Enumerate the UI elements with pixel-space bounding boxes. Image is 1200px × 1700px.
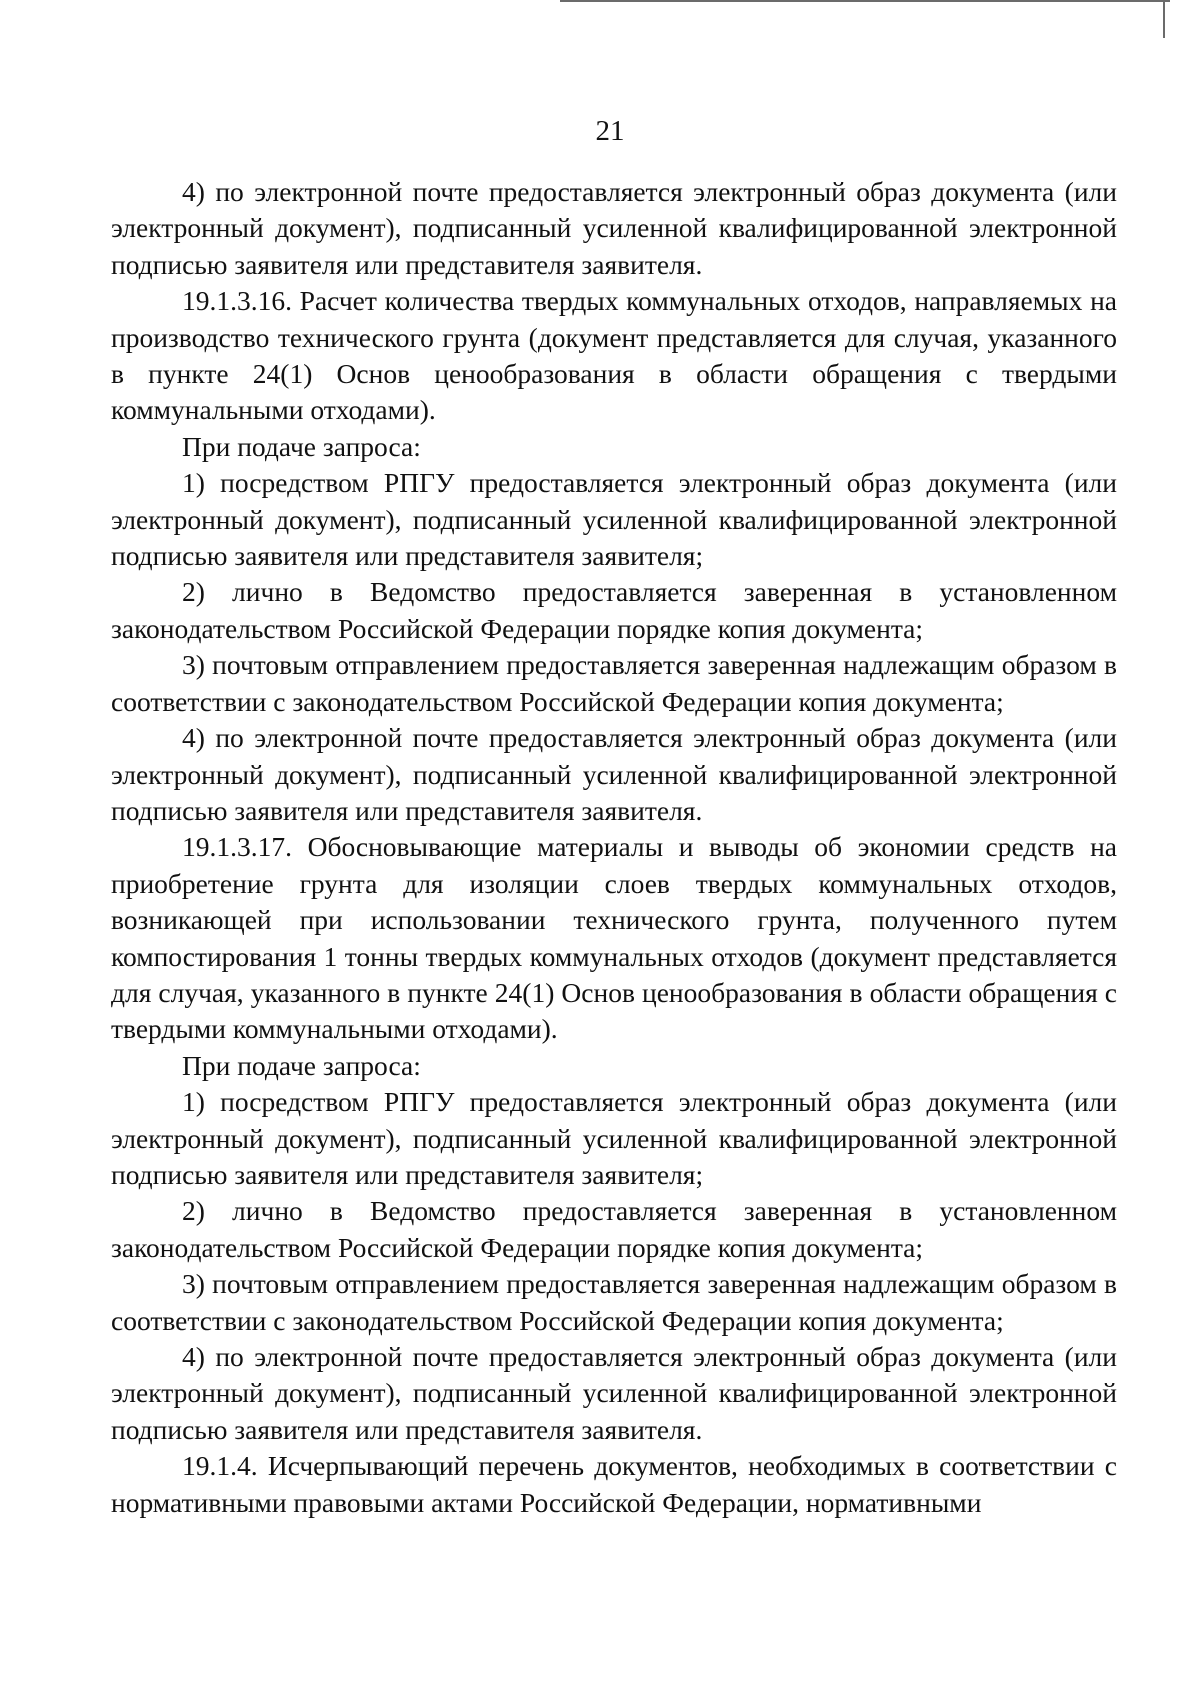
paragraph: 19.1.4. Исчерпывающий перечень документов, необходимых в соответствии с нормативными правовыми актами Российской Федерации, нормативными: [111, 1450, 1117, 1518]
paragraph: 2) лично в Ведомство предоставляется заверенная в установленном законодательством Российской Федерации порядке копия документа;: [111, 1195, 1117, 1263]
page-number: 21: [595, 115, 625, 147]
paragraph: 4) по электронной почте предоставляется электронный образ документа (или электронный документ), подписанный усиленной квалифицированной электронной подписью заявителя или представителя заявителя.: [111, 1341, 1117, 1445]
paragraph: 19.1.3.16. Расчет количества твердых коммунальных отходов, направляемых на производство технического грунта (документ представляется для случая, указанного в пункте 24(1) Основ ценообразования в области обращения с твердыми коммунальными отходами).: [111, 285, 1117, 426]
paragraph: 2) лично в Ведомство предоставляется заверенная в установленном законодательством Российской Федерации порядке копия документа;: [111, 576, 1117, 644]
paragraph: 19.1.3.17. Обосновывающие материалы и выводы об экономии средств на приобретение грунта для изоляции слоев твердых коммунальных отходов, возникающей при использовании технического грунта, полученного путем компостирования 1 тонны твердых коммунальных отходов (документ представляется для случая, указанного в пункте 24(1) Основ ценообразования в области обращения с твердыми коммунальными отходами).: [111, 831, 1117, 1045]
paragraph: 3) почтовым отправлением предоставляется заверенная надлежащим образом в соответствии с законодательством Российской Федерации копия документа;: [111, 1268, 1117, 1336]
document-body: [111, 174, 1117, 1521]
paragraph: 4) по электронной почте предоставляется электронный образ документа (или электронный документ), подписанный усиленной квалифицированной электронной подписью заявителя или представителя заявителя.: [111, 176, 1117, 280]
scan-edge-line: [560, 0, 1170, 2]
paragraph: При подаче запроса:: [182, 1049, 421, 1081]
paragraph: 1) посредством РПГУ предоставляется электронный образ документа (или электронный документ), подписанный усиленной квалифицированной электронной подписью заявителя или представителя заявителя;: [111, 1086, 1117, 1190]
paragraph: 1) посредством РПГУ предоставляется электронный образ документа (или электронный документ), подписанный усиленной квалифицированной электронной подписью заявителя или представителя заявителя;: [111, 467, 1117, 572]
paragraph: При подаче запроса:: [182, 430, 421, 462]
scan-edge-tick: [1163, 0, 1165, 38]
paragraph: 3) почтовым отправлением предоставляется заверенная надлежащим образом в соответствии с законодательством Российской Федерации копия документа;: [111, 649, 1117, 717]
paragraph: 4) по электронной почте предоставляется электронный образ документа (или электронный документ), подписанный усиленной квалифицированной электронной подписью заявителя или представителя заявителя.: [111, 722, 1117, 826]
